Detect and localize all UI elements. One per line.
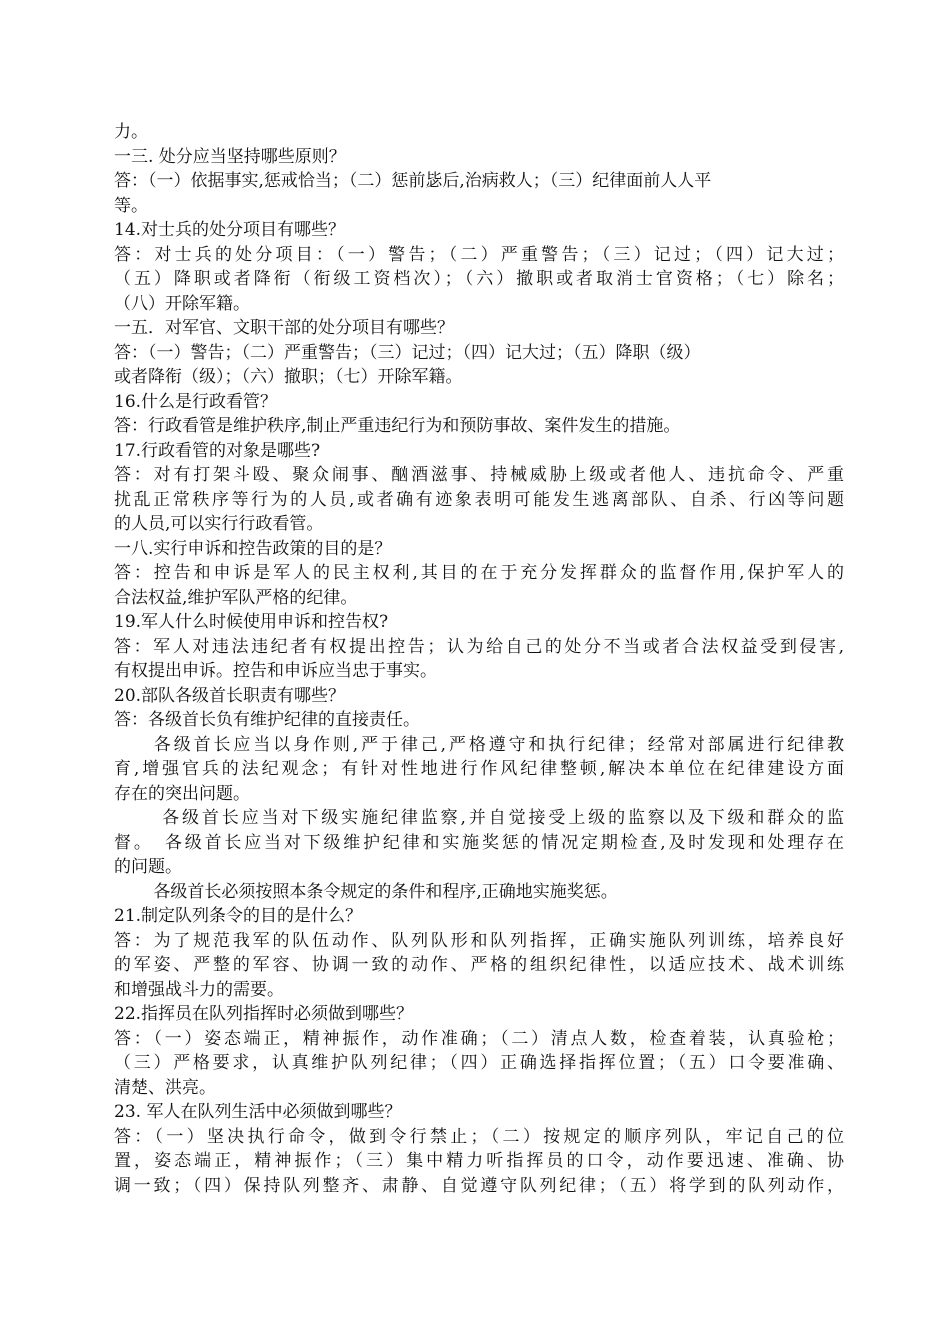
text-line: 扰乱正常秩序等行为的人员,或者确有迹象表明可能发生逃离部队、自杀、行凶等问题 [114, 489, 844, 510]
text-line: 答：对士兵的处分项目：（一）警告；（二）严重警告；（三）记过；（四）记大过； [114, 244, 844, 265]
text-line: 答：为了规范我军的队伍动作、队列队形和队列指挥，正确实施队列训练，培养良好 [114, 930, 844, 951]
text-line: 存在的突出问题。 [114, 783, 250, 804]
text-line: 答：（一）坚决执行命令，做到令行禁止；（二）按规定的顺序列队，牢记自己的位 [114, 1126, 844, 1147]
text-line: 调一致；（四）保持队列整齐、肃静、自觉遵守队列纪律；（五）将学到的队列动作， [114, 1175, 844, 1196]
text-line: 的人员,可以实行行政看管。 [114, 514, 324, 534]
text-line: （三）严格要求，认真维护队列纪律；（四）正确选择指挥位置；（五）口令要准确、 [114, 1053, 844, 1073]
text-line: 答：军人对违法违纪者有权提出控告；认为给自己的处分不当或者合法权益受到侵害, [114, 636, 844, 657]
text-line: 23. 军人在队列生活中必须做到哪些？ [114, 1102, 402, 1122]
text-line: 16.什么是行政看管？ [114, 391, 278, 412]
text-line: 答：（一）依据事实,惩戒恰当；（二）惩前毖后,治病救人；（三）纪律面前人人平 [114, 171, 712, 191]
text-line: 力。 [114, 122, 148, 142]
text-line: 14.对士兵的处分项目有哪些？ [114, 220, 346, 240]
text-line: 一三. 处分应当坚持哪些原则？ [114, 146, 346, 167]
text-line: 答：对有打架斗殴、聚众闹事、酗酒滋事、持械威胁上级或者他人、违抗命令、严重 [114, 465, 844, 485]
text-line: 答：行政看管是维护秩序,制止严重违纪行为和预防事故、案件发生的措施。 [114, 416, 681, 436]
text-line: 答：（一）姿态端正，精神振作，动作准确；（二）清点人数，检查着装，认真验枪； [114, 1028, 844, 1049]
text-line: 答：（一）警告；（二）严重警告；（三）记过；（四）记大过；（五）降职（级） [114, 342, 701, 363]
text-line: 合法权益,维护军队严格的纪律。 [114, 587, 358, 608]
text-line: 答：各级首长负有维护纪律的直接责任。 [114, 710, 420, 730]
text-line: （五）降职或者降衔（衔级工资档次）；（六）撤职或者取消士官资格；（七）除名； [114, 269, 844, 289]
document-page [114, 120, 844, 1198]
text-line: 清楚、洪亮。 [114, 1077, 216, 1098]
text-line: 的军姿、严整的军容、协调一致的动作、严格的组织纪律性，以适应技术、战术训练 [114, 955, 844, 975]
text-line: 的问题。 [114, 857, 182, 877]
text-line: 22.指挥员在队列指挥时必须做到哪些？ [114, 1004, 414, 1024]
text-line: 育,增强官兵的法纪观念；有针对性地进行作风纪律整顿,解决本单位在纪律建设方面 [114, 759, 844, 779]
text-line: 和增强战斗力的需要。 [114, 979, 284, 1000]
text-line: 或者降衔（级）；（六）撤职；（七）开除军籍。 [114, 367, 463, 387]
text-line: 17.行政看管的对象是哪些? [114, 440, 321, 461]
text-line: 有权提出申诉。控告和申诉应当忠于事实。 [114, 661, 437, 681]
text-line: 各级首长应当对下级实施纪律监察,并自觉接受上级的监察以及下级和群众的监 [114, 808, 844, 828]
text-line: 督。 各级首长应当对下级维护纪律和实施奖惩的情况定期检查,及时发现和处理存在 [114, 832, 844, 853]
text-line: 21.制定队列条令的目的是什么？ [114, 906, 363, 926]
text-line: 答：控告和申诉是军人的民主权利,其目的在于充分发挥群众的监督作用,保护军人的 [114, 563, 844, 583]
text-line: 各级首长应当以身作则,严于律己,严格遵守和执行纪律；经常对部属进行纪律教 [114, 734, 844, 755]
text-line: 各级首长必须按照本条令规定的条件和程序,正确地实施奖惩。 [114, 881, 618, 902]
text-line: 20.部队各级首长职责有哪些？ [114, 685, 346, 706]
text-line: 等。 [114, 195, 148, 216]
text-line: 一五．对军官、文职干部的处分项目有哪些？ [114, 318, 454, 338]
text-line: 19.军人什么时候使用申诉和控告权? [114, 612, 389, 632]
text-line: 一八.实行申诉和控告政策的目的是？ [114, 538, 392, 559]
text-line: （八）开除军籍。 [114, 293, 250, 314]
text-line: 置，姿态端正，精神振作；（三）集中精力听指挥员的口令，动作要迅速、准确、协 [114, 1151, 844, 1171]
